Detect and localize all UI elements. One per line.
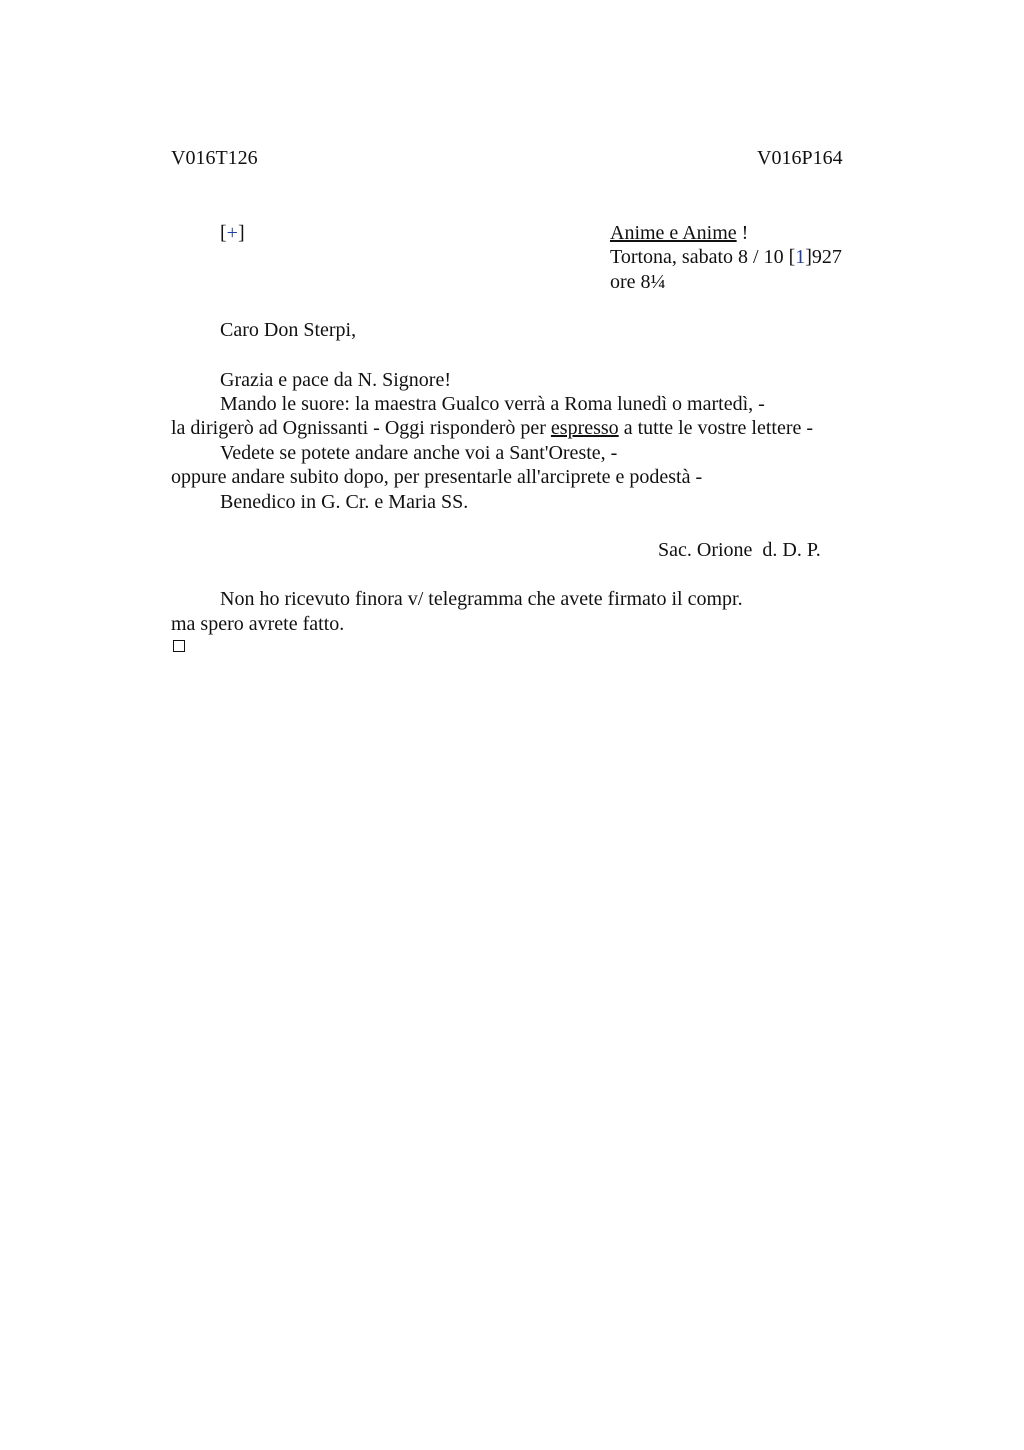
cross-mark: [220, 221, 245, 245]
postscript-line-1: Non ho ricevuto finora v/ telegramma che avete firmato il compr.: [220, 588, 743, 610]
end-of-document-box-icon: [173, 640, 185, 652]
place-date-suffix: ]927: [805, 246, 842, 268]
place-date-line: [610, 245, 842, 269]
body-line-2: [171, 416, 813, 440]
header-left-code: V016T126: [171, 147, 258, 169]
body-line-2-underlined: espresso: [550, 417, 619, 439]
motto-line: [610, 221, 748, 245]
motto: Anime e Anime: [610, 222, 737, 244]
cross-close-bracket: ]: [237, 222, 245, 244]
time-line: ore 8¼: [610, 271, 666, 293]
header-right-code: V016P164: [757, 147, 843, 169]
body-greeting: Grazia e pace da N. Signore!: [220, 369, 451, 391]
body-line-2-after: a tutte le vostre lettere -: [618, 417, 814, 439]
body-line-4: oppure andare subito dopo, per presentarle all'arciprete e podestà -: [171, 466, 703, 488]
place-date-prefix: Tortona, sabato 8 / 10 [: [610, 246, 796, 268]
motto-suffix: !: [736, 222, 749, 244]
body-line-3: Vedete se potete andare anche voi a Sant'Oreste, -: [220, 442, 618, 464]
postscript-line-2: ma spero avrete fatto.: [171, 613, 345, 635]
signature: Sac. Orione d. D. P.: [658, 539, 821, 561]
cross-open-bracket: [: [220, 222, 227, 244]
place-date-marker: 1: [795, 246, 806, 268]
body-line-2-before: la dirigerò ad Ognissanti - Oggi risponderò per: [171, 417, 551, 439]
salutation: Caro Don Sterpi,: [220, 319, 357, 341]
cross-symbol: +: [226, 222, 238, 244]
body-line-1: Mando le suore: la maestra Gualco verrà a Roma lunedì o martedì, -: [220, 393, 765, 415]
body-line-5: Benedico in G. Cr. e Maria SS.: [220, 491, 469, 513]
